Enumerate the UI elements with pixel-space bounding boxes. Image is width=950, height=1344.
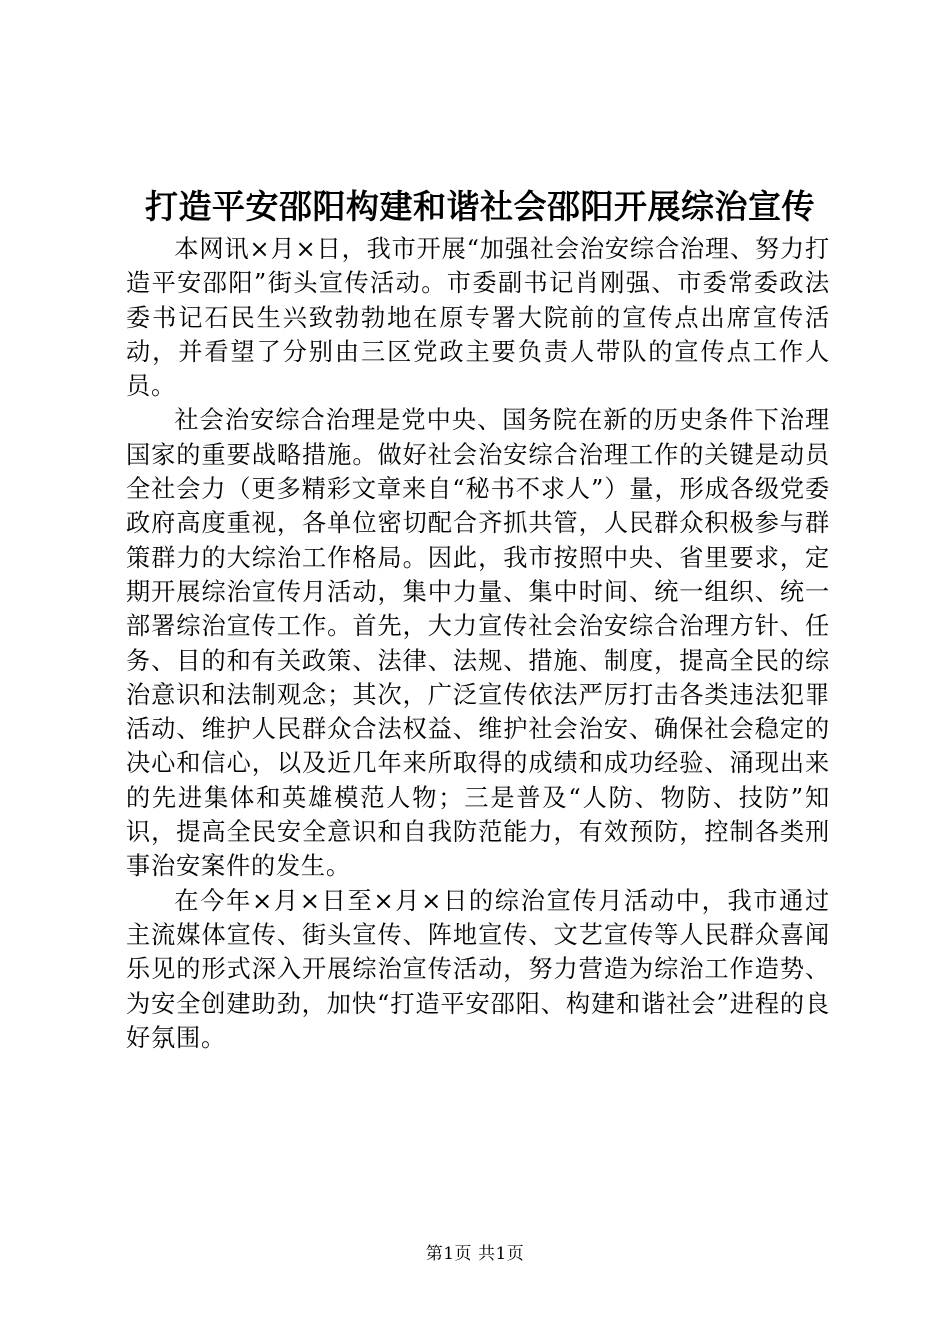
paragraph-3: 在今年×月×日至×月×日的综治宣传月活动中，我市通过主流媒体宣传、街头宣传、阵地宣传、文艺宣传等人民群众喜闻乐见的形式深入开展综治宣传活动，努力营造为综治工作造势、为安全创建助劲，加快“打造平安邵阳、构建和谐社会”进程的良好氛围。	[126, 886, 830, 1052]
paragraph-2: 社会治安综合治理是党中央、国务院在新的历史条件下治理国家的重要战略措施。做好社会治安综合治理工作的关键是动员全社会力（更多精彩文章来自“秘书不求人”）量，形成各级党委政府高度重视，各单位密切配合齐抓共管，人民群众积极参与群策群力的大综治工作格局。因此，我市按照中央、省里要求，定期开展综治宣传月活动，集中力量、集中时间、统一组织、统一部署综治宣传工作。首先，大力宣传社会治安综合治理方针、任务、目的和有关政策、法律、法规、措施、制度，提高全民的综治意识和法制观念；其次，广泛宣传依法严厉打击各类违法犯罪活动、维护人民群众合法权益、维护社会治安、确保社会稳定的决心和信心，以及近几年来所取得的成绩和成功经验、涌现出来的先进集体和英雄模范人物；三是普及“人防、物防、技防”知识，提高全民安全意识和自我防范能力，有效预防，控制各类刑事治安案件的发生。	[126, 406, 830, 881]
page-footer: 第1页 共1页	[425, 1244, 525, 1264]
document-body	[126, 232, 830, 1055]
paragraph-1: 本网讯×月×日，我市开展“加强社会治安综合治理、努力打造平安邵阳”街头宣传活动。市委副书记肖刚强、市委常委政法委书记石民生兴致勃勃地在原专署大院前的宣传点出席宣传活动，并看望了分别由三区党政主要负责人带队的宣传点工作人员。	[126, 235, 830, 401]
document-title: 打造平安邵阳构建和谐社会邵阳开展综治宣传	[145, 187, 815, 226]
